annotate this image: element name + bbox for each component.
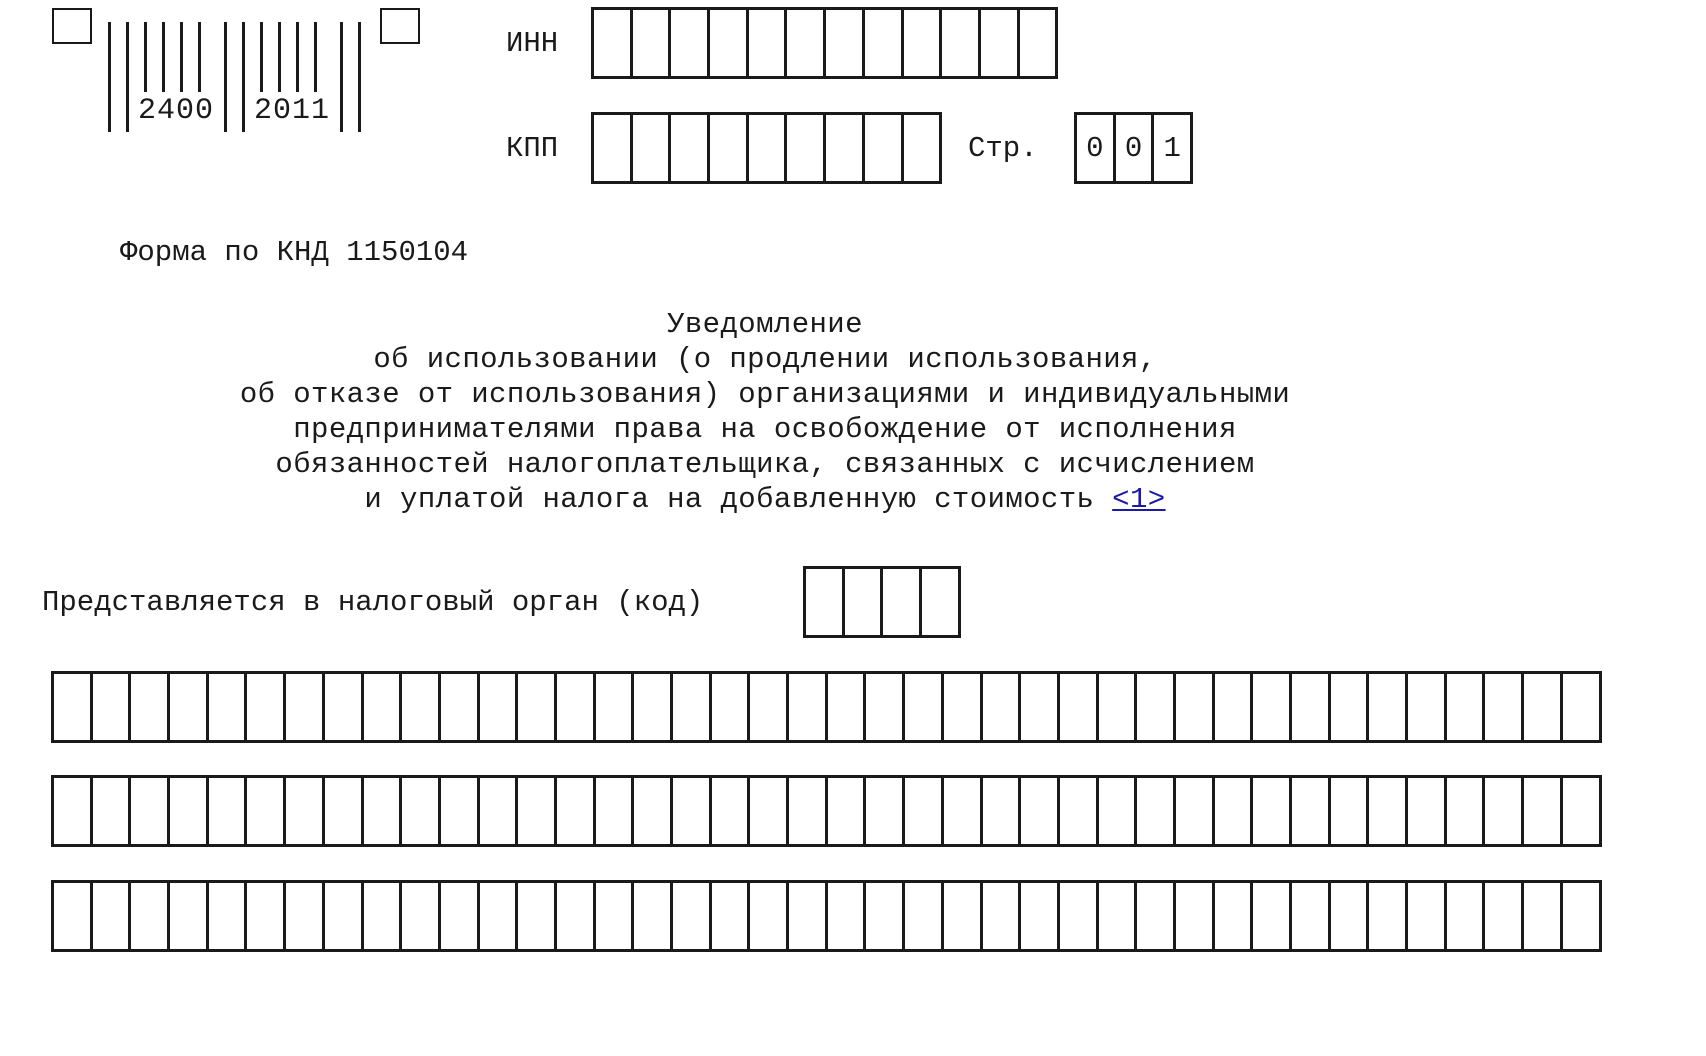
input-cell[interactable] — [750, 883, 789, 949]
kpp-label: КПП — [506, 132, 559, 165]
input-cell[interactable] — [402, 778, 441, 844]
input-cell[interactable] — [749, 115, 788, 181]
input-cell[interactable] — [54, 778, 93, 844]
input-cell[interactable] — [93, 883, 132, 949]
input-cell[interactable] — [905, 778, 944, 844]
input-cell[interactable] — [1176, 778, 1215, 844]
input-cell[interactable] — [789, 674, 828, 740]
input-cell[interactable] — [402, 883, 441, 949]
input-cell[interactable] — [441, 674, 480, 740]
input-cell[interactable] — [1447, 674, 1486, 740]
input-cell[interactable] — [1563, 674, 1602, 740]
input-cell[interactable] — [480, 883, 519, 949]
input-cell[interactable] — [1215, 883, 1254, 949]
input-cell[interactable] — [170, 883, 209, 949]
input-cell[interactable] — [518, 674, 557, 740]
page-number-field[interactable] — [1074, 112, 1193, 184]
input-cell[interactable] — [1369, 778, 1408, 844]
input-cell[interactable] — [1137, 778, 1176, 844]
input-cell[interactable] — [944, 778, 983, 844]
input-cell[interactable] — [749, 10, 788, 76]
input-cell[interactable] — [1099, 883, 1138, 949]
input-cell[interactable] — [981, 10, 1020, 76]
input-cell[interactable] — [54, 883, 93, 949]
input-cell[interactable] — [944, 883, 983, 949]
input-cell[interactable] — [712, 883, 751, 949]
kpp-field[interactable] — [591, 112, 942, 184]
notice-title — [0, 307, 1530, 517]
input-cell[interactable] — [1253, 883, 1292, 949]
input-cell[interactable] — [712, 674, 751, 740]
input-cell[interactable] — [865, 10, 904, 76]
input-cell[interactable] — [826, 115, 865, 181]
input-cell[interactable]: 0 — [1077, 115, 1116, 181]
input-cell[interactable] — [402, 674, 441, 740]
input-cell[interactable] — [1408, 674, 1447, 740]
input-cell[interactable] — [1253, 778, 1292, 844]
input-cell[interactable] — [1331, 883, 1370, 949]
barcode-number-left: 2400 — [138, 94, 215, 128]
title-line: обязанностей налогоплательщика, связанных с исчислением — [275, 448, 1255, 481]
input-cell[interactable] — [1060, 778, 1099, 844]
input-cell[interactable] — [247, 778, 286, 844]
input-cell[interactable] — [93, 778, 132, 844]
organization-name-row-2[interactable] — [51, 775, 1602, 847]
input-cell[interactable] — [1292, 883, 1331, 949]
input-cell[interactable] — [866, 674, 905, 740]
input-cell[interactable] — [131, 883, 170, 949]
input-cell[interactable] — [1563, 883, 1602, 949]
input-cell[interactable] — [1021, 883, 1060, 949]
input-cell[interactable] — [634, 674, 673, 740]
input-cell[interactable] — [286, 883, 325, 949]
input-cell[interactable] — [905, 883, 944, 949]
input-cell[interactable] — [170, 674, 209, 740]
input-cell[interactable] — [131, 778, 170, 844]
input-cell[interactable] — [1485, 883, 1524, 949]
input-cell[interactable] — [1408, 883, 1447, 949]
organization-name-row-3[interactable] — [51, 880, 1602, 952]
input-cell[interactable] — [904, 10, 943, 76]
input-cell[interactable] — [866, 883, 905, 949]
input-cell[interactable] — [826, 10, 865, 76]
input-cell[interactable] — [673, 883, 712, 949]
input-cell[interactable] — [1137, 883, 1176, 949]
input-cell[interactable] — [209, 883, 248, 949]
input-cell[interactable] — [54, 674, 93, 740]
page-label: Стр. — [968, 132, 1038, 165]
input-cell[interactable] — [131, 674, 170, 740]
input-cell[interactable] — [710, 115, 749, 181]
input-cell[interactable] — [866, 778, 905, 844]
input-cell[interactable] — [247, 674, 286, 740]
input-cell[interactable] — [480, 778, 519, 844]
input-cell[interactable] — [518, 778, 557, 844]
input-cell[interactable] — [750, 778, 789, 844]
input-cell[interactable] — [1331, 778, 1370, 844]
input-cell[interactable] — [787, 10, 826, 76]
input-cell[interactable] — [364, 778, 403, 844]
inn-label: ИНН — [506, 27, 559, 60]
barcode-number-right: 2011 — [254, 94, 331, 128]
input-cell[interactable] — [634, 883, 673, 949]
input-cell[interactable] — [712, 778, 751, 844]
input-cell[interactable] — [983, 883, 1022, 949]
input-cell[interactable] — [806, 569, 845, 635]
title-line: предпринимателями права на освобождение от исполнения — [293, 413, 1237, 446]
input-cell[interactable] — [1563, 778, 1602, 844]
input-cell[interactable] — [904, 115, 943, 181]
inn-field[interactable] — [591, 7, 1058, 79]
input-cell[interactable] — [557, 883, 596, 949]
input-cell[interactable] — [1176, 674, 1215, 740]
input-cell[interactable] — [1060, 674, 1099, 740]
input-cell[interactable] — [1485, 674, 1524, 740]
input-cell[interactable] — [789, 883, 828, 949]
input-cell[interactable] — [828, 778, 867, 844]
input-cell[interactable] — [325, 883, 364, 949]
input-cell[interactable] — [1021, 674, 1060, 740]
input-cell[interactable]: 1 — [1154, 115, 1193, 181]
input-cell[interactable] — [247, 883, 286, 949]
input-cell[interactable] — [1020, 10, 1059, 76]
input-cell[interactable] — [1369, 883, 1408, 949]
input-cell[interactable] — [441, 778, 480, 844]
input-cell[interactable] — [634, 778, 673, 844]
input-cell[interactable] — [93, 674, 132, 740]
tax-authority-label: Представляется в налоговый орган (код) — [42, 586, 704, 619]
input-cell[interactable] — [594, 10, 633, 76]
corner-marker-left — [52, 8, 92, 44]
input-cell[interactable] — [750, 674, 789, 740]
input-cell[interactable] — [828, 883, 867, 949]
input-cell[interactable] — [364, 674, 403, 740]
input-cell[interactable] — [1099, 778, 1138, 844]
input-cell[interactable] — [671, 115, 710, 181]
input-cell[interactable] — [789, 778, 828, 844]
input-cell[interactable] — [883, 569, 922, 635]
input-cell[interactable] — [633, 10, 672, 76]
input-cell[interactable] — [1060, 883, 1099, 949]
input-cell[interactable] — [1485, 778, 1524, 844]
input-cell[interactable] — [1292, 674, 1331, 740]
barcode — [104, 22, 368, 134]
input-cell[interactable] — [170, 778, 209, 844]
footnote-link[interactable]: <1> — [1112, 483, 1166, 516]
input-cell[interactable] — [286, 674, 325, 740]
input-cell[interactable] — [673, 674, 712, 740]
input-cell[interactable] — [1447, 883, 1486, 949]
input-cell[interactable] — [557, 674, 596, 740]
input-cell[interactable] — [1099, 674, 1138, 740]
input-cell[interactable] — [710, 10, 749, 76]
input-cell[interactable] — [286, 778, 325, 844]
input-cell[interactable] — [480, 674, 519, 740]
input-cell[interactable]: 0 — [1116, 115, 1155, 181]
tax-authority-code-field[interactable] — [803, 566, 961, 638]
input-cell[interactable] — [922, 569, 961, 635]
input-cell[interactable] — [209, 674, 248, 740]
input-cell[interactable] — [325, 674, 364, 740]
form-code: Форма по КНД 1150104 — [120, 236, 469, 269]
input-cell[interactable] — [845, 569, 884, 635]
input-cell[interactable] — [325, 778, 364, 844]
input-cell[interactable] — [787, 115, 826, 181]
input-cell[interactable] — [596, 883, 635, 949]
input-cell[interactable] — [1447, 778, 1486, 844]
input-cell[interactable] — [1176, 883, 1215, 949]
title-line-last: и уплатой налога на добавленную стоимость <1> — [364, 483, 1166, 516]
title-line: об использовании (о продлении использования, — [373, 343, 1157, 376]
input-cell[interactable] — [1369, 674, 1408, 740]
input-cell[interactable] — [905, 674, 944, 740]
input-cell[interactable] — [1331, 674, 1370, 740]
input-cell[interactable] — [983, 674, 1022, 740]
input-cell[interactable] — [1292, 778, 1331, 844]
input-cell[interactable] — [594, 115, 633, 181]
input-cell[interactable] — [983, 778, 1022, 844]
input-cell[interactable] — [364, 883, 403, 949]
input-cell[interactable] — [673, 778, 712, 844]
input-cell[interactable] — [1408, 778, 1447, 844]
input-cell[interactable] — [1137, 674, 1176, 740]
title-line: Уведомление — [667, 308, 863, 341]
input-cell[interactable] — [1524, 778, 1563, 844]
input-cell[interactable] — [518, 883, 557, 949]
input-cell[interactable] — [828, 674, 867, 740]
input-cell[interactable] — [557, 778, 596, 844]
organization-name-row-1[interactable] — [51, 671, 1602, 743]
input-cell[interactable] — [1215, 778, 1254, 844]
input-cell[interactable] — [633, 115, 672, 181]
input-cell[interactable] — [1524, 674, 1563, 740]
input-cell[interactable] — [1021, 778, 1060, 844]
input-cell[interactable] — [596, 778, 635, 844]
input-cell[interactable] — [942, 10, 981, 76]
input-cell[interactable] — [865, 115, 904, 181]
input-cell[interactable] — [441, 883, 480, 949]
input-cell[interactable] — [671, 10, 710, 76]
corner-marker-right — [380, 8, 420, 44]
input-cell[interactable] — [1253, 674, 1292, 740]
input-cell[interactable] — [1524, 883, 1563, 949]
input-cell[interactable] — [596, 674, 635, 740]
input-cell[interactable] — [209, 778, 248, 844]
title-line: об отказе от использования) организациями и индивидуальными — [239, 378, 1291, 411]
input-cell[interactable] — [944, 674, 983, 740]
input-cell[interactable] — [1215, 674, 1254, 740]
